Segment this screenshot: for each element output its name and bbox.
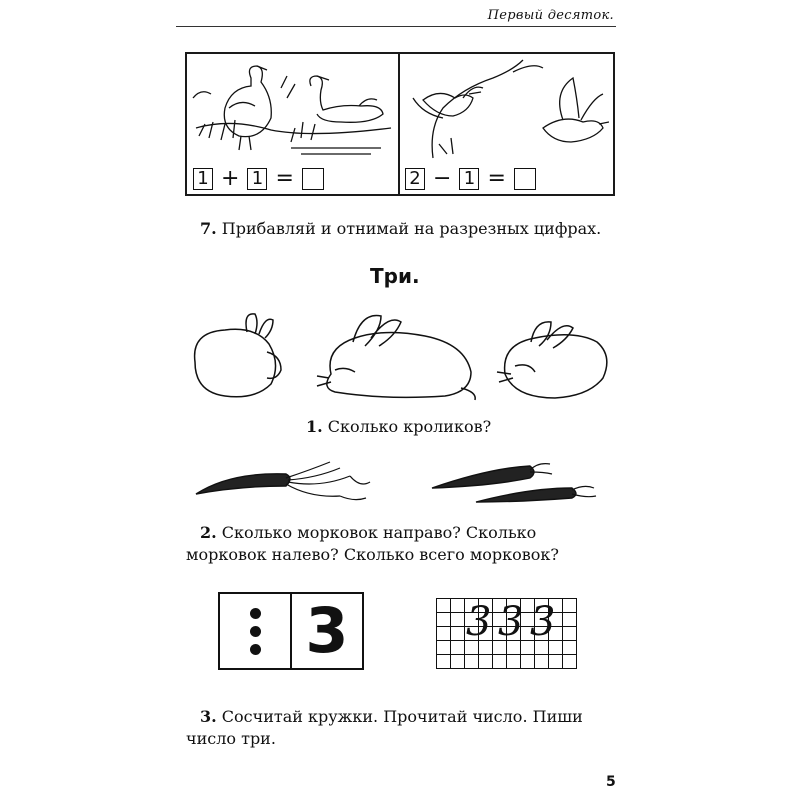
task-number: 1. bbox=[306, 417, 323, 436]
birds-illustration bbox=[403, 58, 609, 162]
running-header: Первый десяток. bbox=[487, 8, 614, 23]
minuend-card: 2 bbox=[405, 168, 425, 190]
carrots-illustration bbox=[190, 458, 600, 508]
task-text: Сосчитай кружки. Прочитай число. Пиши число три. bbox=[186, 707, 583, 748]
written-digit: 3 bbox=[498, 599, 524, 645]
illustration-panel bbox=[185, 52, 615, 196]
subtraction-equation bbox=[405, 168, 536, 190]
task-3 bbox=[186, 706, 620, 750]
difference-answer-box bbox=[514, 168, 536, 190]
digit-three: 3 bbox=[305, 594, 349, 667]
subtrahend-card: 1 bbox=[459, 168, 479, 190]
counting-card bbox=[218, 592, 364, 670]
addend-b-card: 1 bbox=[247, 168, 267, 190]
task-1 bbox=[306, 416, 606, 438]
task-number: 3. bbox=[200, 707, 217, 726]
equals-sign: = bbox=[487, 166, 506, 191]
header-rule bbox=[176, 26, 616, 27]
task-2 bbox=[186, 522, 620, 566]
counting-dots bbox=[250, 608, 261, 655]
panel-divider bbox=[398, 54, 400, 194]
dot bbox=[250, 608, 261, 619]
addend-a-card: 1 bbox=[193, 168, 213, 190]
task-text: Сколько морковок направо? Сколько морковок налево? Сколько всего морковок? bbox=[186, 523, 559, 564]
written-digit: 3 bbox=[530, 599, 556, 645]
section-title: Три. bbox=[370, 264, 420, 288]
equals-sign: = bbox=[275, 166, 294, 191]
task-number: 2. bbox=[200, 523, 217, 542]
copybook-grid bbox=[436, 598, 577, 669]
minus-sign: − bbox=[433, 166, 452, 191]
plus-sign: + bbox=[221, 166, 240, 191]
task-text: Прибавляй и отнимай на разрезных цифрах. bbox=[221, 219, 602, 238]
addition-equation bbox=[193, 168, 324, 190]
dot bbox=[250, 626, 261, 637]
task-7 bbox=[200, 218, 620, 240]
sum-answer-box bbox=[302, 168, 324, 190]
task-number: 7. bbox=[200, 219, 217, 238]
dots-half bbox=[220, 594, 290, 668]
rabbits-illustration bbox=[185, 308, 615, 404]
page-number: 5 bbox=[606, 774, 616, 790]
task-text: Сколько кроликов? bbox=[327, 417, 492, 436]
dot bbox=[250, 644, 261, 655]
geese-illustration bbox=[191, 58, 395, 162]
written-digit: 3 bbox=[466, 599, 492, 645]
digit-half bbox=[290, 594, 362, 668]
